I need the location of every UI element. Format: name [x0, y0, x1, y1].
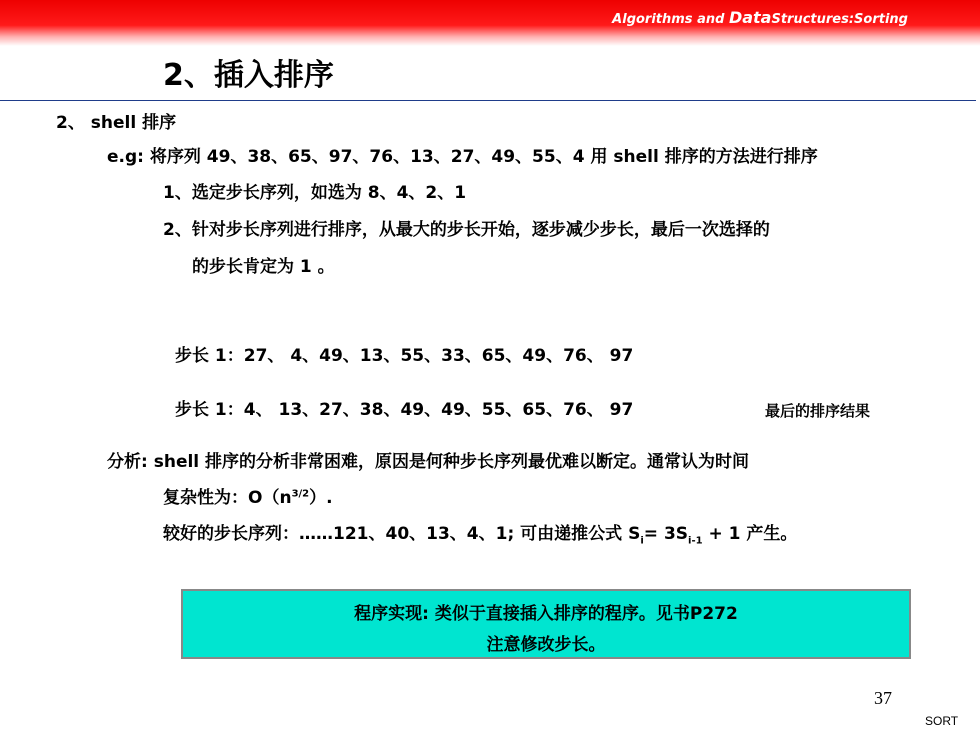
step-2-text: 2、针对步长序列进行排序，从最大的步长开始，逐步减少步长，最后一次选择的	[163, 220, 770, 240]
formula-sub-i-1: i-1	[688, 535, 703, 547]
header-course-title	[612, 8, 908, 27]
final-result-note: 最后的排序结果	[765, 402, 871, 420]
header-prefix: Algorithms and	[612, 12, 729, 27]
footer-label: SORT	[925, 714, 959, 728]
header-emph: Data	[728, 8, 772, 27]
formula-mid: = 3S	[643, 524, 689, 544]
implementation-note-box	[181, 589, 911, 659]
pass-result-1: 步长 1：27、 4、49、13、55、33、65、49、76、 97	[175, 346, 634, 366]
section-heading: 2、 shell 排序	[56, 113, 177, 133]
header-suffix: Structures:Sorting	[771, 12, 908, 27]
step-1-text: 1、选定步长序列，如选为 8、4、2、1	[163, 183, 467, 203]
formula-sub-i: i	[640, 535, 644, 547]
pass-result-2: 步长 1：4、 13、27、38、49、49、55、65、76、 97	[175, 400, 634, 420]
analysis-line-2	[163, 487, 333, 509]
sequence-text: 较好的步长序列：……121、40、13、4、1; 可由递推公式 S	[163, 524, 641, 544]
example-line: e.g: 将序列 49、38、65、97、76、13、27、49、55、4 用 shell 排序的方法进行排序	[107, 147, 818, 167]
analysis-line-1: 分析: shell 排序的分析非常困难，原因是何种步长序列最优难以断定。通常认为时间	[107, 452, 750, 472]
complexity-exponent: 3/2	[291, 488, 310, 500]
implementation-note-line-1: 程序实现: 类似于直接插入排序的程序。见书P272	[354, 604, 738, 624]
implementation-note-line-2: 注意修改步长。	[486, 635, 606, 655]
slide-title: 2、插入排序	[163, 58, 334, 93]
complexity-text: 复杂性为：O（n	[163, 488, 292, 508]
step-2-continued: 的步长肯定为 1 。	[192, 257, 335, 277]
page-number: 37	[874, 688, 892, 708]
formula-end: + 1 产生。	[702, 524, 798, 544]
analysis-line-3	[163, 523, 797, 545]
complexity-end: ）.	[309, 488, 333, 508]
title-divider	[0, 100, 976, 101]
